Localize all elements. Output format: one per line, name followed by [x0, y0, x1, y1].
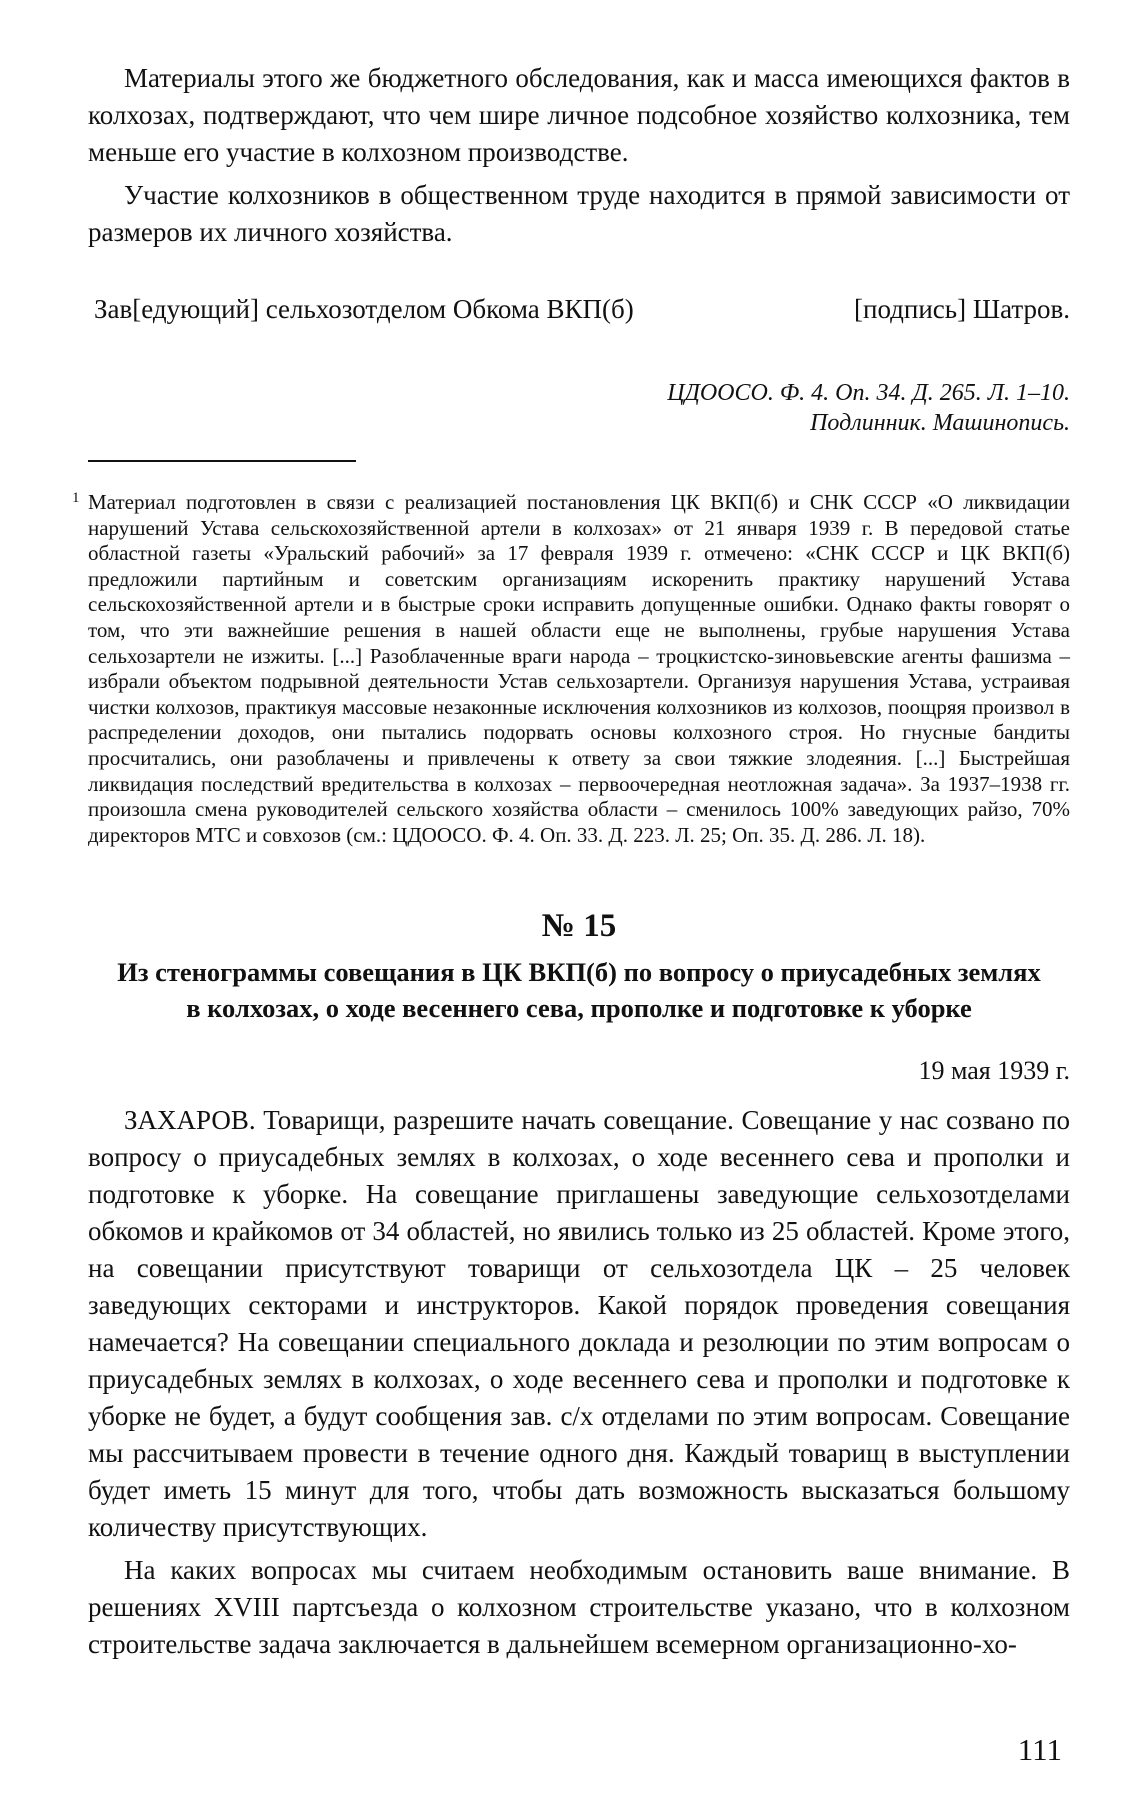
footnote-text: Материал подготовлен в связи с реализацией постановления ЦК ВКП(б) и СНК СССР «О ликвидации нарушений Устава сельскохозяйственной артели в колхозах» от 21 января 1939 г. В передовой статье областной газеты «Уральский рабочий» за 17 февраля 1939 г. отмечено: «СНК СССР и ЦК ВКП(б) предложили партийным и советским организациям искоренить практику нарушений Устава сельскохозяйственной артели и в быстрые сроки исправить допущенные ошибки. Однако факты говорят о том, что эти важнейшие решения в нашей области еще не выполнены, грубые нарушения Устава сельхозартели не изжиты. [...] Разоблаченные враги народа – троцкистско-зиновьевские агенты фашизма – избрали объектом подрывной деятельности Устав сельхозартели. Организуя нарушения Устава, устраивая чистки колхозов, практикуя массовые незаконные исключения колхозников из колхозов, поощряя произвол в распределении доходов, они пытались подорвать основы колхозного строя. Но гнусные бандиты просчитались, они разоблачены и привлечены к ответу за свои тяжкие злодеяния. [...] Быстрейшая ликвидация последствий вредительства в колхозах – первоочередная неотложная задача». За 1937–1938 гг. произошла смена руководителей сельского хозяйства области – сменилось 100% заведующих райзо, 70% директоров МТС и совхозов (см.: ЦДООСО. Ф. 4. Оп. 33. Д. 223. Л. 25; Оп. 35. Д. 286. Л. 18). [88, 490, 1070, 847]
footnote-divider [88, 460, 356, 462]
document-number: № 15 [541, 908, 617, 945]
body-paragraph: Материалы этого же бюджетного обследования, как и масса имеющихся фактов в колхозах, подтверждают, что чем шире личное подсобное хозяйство колхозника, тем меньше его участие в колхозном производстве. [88, 63, 1070, 167]
transcript-paragraph: На каких вопросах мы считаем необходимым остановить ваше внимание. В решениях XVIII партсъезда о колхозном строительстве указано, что в колхозном строительстве задача заключается в дальнейшем всемерном организационно-хо- [88, 1555, 1070, 1660]
archive-reference-line: ЦДООСО. Ф. 4. Оп. 34. Д. 265. Л. 1–10. [667, 380, 1070, 406]
signature-signer: [подпись] Шатров. [854, 294, 1070, 324]
document-title-line: Из стенограммы совещания в ЦК ВКП(б) по вопросу о приусадебных землях [117, 957, 1041, 988]
book-page [72, 60, 1070, 1790]
footnote [72, 490, 1070, 848]
archive-reference [88, 378, 1070, 438]
body-paragraph: Участие колхозников в общественном труде находится в прямой зависимости от размеров их личного хозяйства. [88, 180, 1070, 247]
footnote-mark: 1 [72, 490, 80, 506]
signature-position: Зав[едующий] сельхозотделом Обкома ВКП(б) [94, 294, 634, 324]
document-title-line: в колхозах, о ходе весеннего сева, прополке и подготовке к уборке [186, 993, 972, 1024]
document-date: 19 мая 1939 г. [918, 1056, 1070, 1086]
archive-reference-line: Подлинник. Машинопись. [810, 410, 1070, 436]
transcript-paragraph: ЗАХАРОВ. Товарищи, разрешите начать совещание. Совещание у нас созвано по вопросу о приусадебных землях в колхозах, о ходе весеннего сева и прополки и подготовке к уборке. На совещание приглашены заведующие сельхозотделами обкомов и крайкомов от 34 областей, но явились только из 25 областей. Кроме этого, на совещании присутствуют товарищи от сельхозотдела ЦК – 25 человек заведующих секторами и инструкторов. Какой порядок проведения совещания намечается? На совещании специального доклада и резолюции по этим вопросам о приусадебных землях в колхозах, о ходе весеннего сева и прополки и подготовке к уборке не будет, а будут сообщения зав. с/х отделами по этим вопросам. Совещание мы рассчитываем провести в течение одного дня. Каждый товарищ в выступлении будет иметь 15 минут для того, чтобы дать возможность высказаться большому количеству присутствующих. [88, 1105, 1070, 1543]
page-number: 111 [1017, 1732, 1062, 1767]
signature-line [88, 291, 1070, 328]
document-title [88, 954, 1070, 1026]
